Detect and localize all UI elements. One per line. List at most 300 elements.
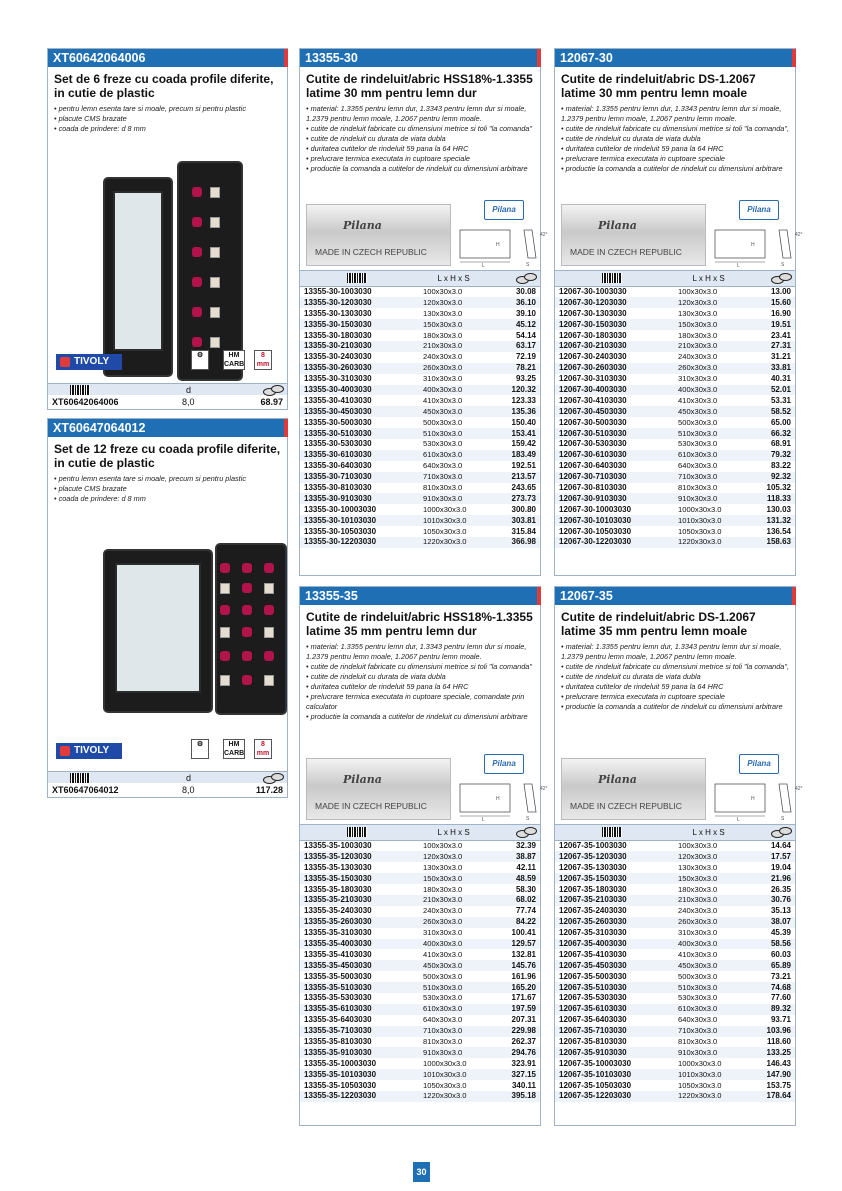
article-code: 13355-30-4003030 xyxy=(300,385,413,396)
dimensions: 500x30x3.0 xyxy=(678,971,718,981)
product-code: 12067-30 xyxy=(555,49,795,67)
dimensions: 120x30x3.0 xyxy=(668,297,749,308)
price: 146.43 xyxy=(766,1058,791,1068)
dimensions: 180x30x3.0 xyxy=(423,884,463,894)
price: 77.74 xyxy=(515,906,536,916)
price-icon xyxy=(263,385,283,394)
dimensions: 400x30x3.0 xyxy=(668,939,749,950)
bullet-item: • cutite de rindeluit cu durata de viata dubla xyxy=(306,672,534,682)
article-code: 12067-35-1303030 xyxy=(559,862,627,872)
dimensions: 450x30x3.0 xyxy=(413,960,494,971)
table-row xyxy=(300,949,540,960)
dimensions: 610x30x3.0 xyxy=(413,1004,494,1015)
dimensions: 180x30x3.0 xyxy=(423,330,463,340)
table-row xyxy=(555,385,795,396)
tivoly-logo: TIVOLY xyxy=(56,354,122,370)
table-row xyxy=(555,960,795,971)
knife-image xyxy=(306,754,548,824)
article-code: 13355-30-2403030 xyxy=(304,352,372,362)
price: 395.18 xyxy=(494,1091,540,1102)
dimensions: 180x30x3.0 xyxy=(678,330,718,340)
price: 153.75 xyxy=(766,1080,791,1090)
set12-bits xyxy=(220,559,284,709)
dimensions: 180x30x3.0 xyxy=(678,884,718,894)
dimensions: 130x30x3.0 xyxy=(678,308,718,318)
article-code: 12067-35-2603030 xyxy=(555,917,668,928)
table-row xyxy=(555,928,795,939)
bullet-item: • productie la comanda a cutitelor de rindeluit cu dimensiuni arbitrare xyxy=(561,702,789,712)
price: 100.41 xyxy=(511,928,536,938)
price: 35.13 xyxy=(770,906,791,916)
set6-code: XT60642064006 xyxy=(48,49,287,67)
svg-text:L: L xyxy=(737,263,740,268)
dimensions: 210x30x3.0 xyxy=(668,895,749,906)
shank-icon: ⚙ xyxy=(191,739,209,759)
dimensions: 120x30x3.0 xyxy=(413,851,494,862)
table-row xyxy=(555,287,795,298)
article-code: 13355-30-3103030 xyxy=(304,374,372,384)
article-code: 13355-35-4003030 xyxy=(300,939,413,950)
article-code: 12067-35-9103030 xyxy=(555,1047,668,1058)
article-code: 13355-35-12203030 xyxy=(300,1091,413,1102)
article-code: 13355-35-2403030 xyxy=(304,906,372,916)
article-code: 13355-35-10503030 xyxy=(304,1080,377,1090)
article-code: 12067-30-1003030 xyxy=(559,287,627,297)
table-row xyxy=(555,1015,795,1026)
product-bullets xyxy=(300,640,540,748)
dimensions: 120x30x3.0 xyxy=(413,297,494,308)
article-code: 12067-35-4003030 xyxy=(555,939,668,950)
article-code: 12067-35-1503030 xyxy=(555,873,668,884)
price: 19.04 xyxy=(770,862,791,872)
dimensions: 210x30x3.0 xyxy=(413,895,494,906)
tivoly-logo: TIVOLY xyxy=(56,743,122,759)
dimensions: 640x30x3.0 xyxy=(678,461,718,471)
article-code: 12067-35-4503030 xyxy=(555,960,668,971)
table-row xyxy=(555,428,795,439)
price: 38.07 xyxy=(749,917,795,928)
hm-carb-icon: HM CARB xyxy=(224,352,245,368)
dimensions: 130x30x3.0 xyxy=(423,862,463,872)
dimensions: 100x30x3.0 xyxy=(423,287,463,297)
dimensions: 150x30x3.0 xyxy=(668,873,749,884)
table-row xyxy=(300,439,540,450)
dimensions-header: L x H x S xyxy=(413,271,494,287)
dimensions: 1050x30x3.0 xyxy=(423,526,467,536)
article-code: 13355-30-6103030 xyxy=(300,450,413,461)
knife-drawing xyxy=(458,224,550,268)
table-row xyxy=(555,330,795,341)
price: 145.76 xyxy=(494,960,540,971)
bullet-item: • material: 1.3355 pentru lemn dur, 1.3343 pentru lemn dur si moale, 1.2379 pentru lemn moale, 1.2067 pentru lemn moale. xyxy=(561,642,789,662)
bullet-item: • pentru lemn esenta tare si moale, precum si pentru plastic xyxy=(54,474,281,484)
table-row xyxy=(300,352,540,363)
bullet-item: • placute CMS brazate xyxy=(54,114,281,124)
table-row xyxy=(555,341,795,352)
bullet-item: • duritatea cutitelor de rindeluit 59 pana la 64 HRC xyxy=(561,144,789,154)
planer-knife-photo: Pilana MADE IN CZECH REPUBLIC xyxy=(306,204,451,266)
dimensions: 310x30x3.0 xyxy=(423,928,463,938)
article-code: 13355-35-10103030 xyxy=(300,1069,413,1080)
article-code: 13355-35-4103030 xyxy=(304,949,372,959)
article-code: 13355-35-1203030 xyxy=(300,851,413,862)
table-row xyxy=(555,982,795,993)
price: 16.90 xyxy=(770,308,791,318)
table-row xyxy=(300,515,540,526)
table-row xyxy=(300,287,540,298)
article-code: 12067-35-5003030 xyxy=(559,971,627,981)
price: 58.56 xyxy=(749,939,795,950)
dimensions: 240x30x3.0 xyxy=(678,352,718,362)
article-code: 12067-35-2103030 xyxy=(555,895,668,906)
table-row xyxy=(555,1080,795,1091)
price: 161.96 xyxy=(511,971,536,981)
article-code: 12067-35-10503030 xyxy=(559,1080,632,1090)
table-row xyxy=(555,841,795,852)
dimensions: 450x30x3.0 xyxy=(413,406,494,417)
article-code: 13355-35-2603030 xyxy=(300,917,413,928)
price: 15.60 xyxy=(749,297,795,308)
table-row xyxy=(300,428,540,439)
article-code: 12067-35-10103030 xyxy=(555,1069,668,1080)
article-code: 13355-30-2103030 xyxy=(300,341,413,352)
knife-image xyxy=(561,200,803,270)
price: 54.14 xyxy=(515,330,536,340)
svg-text:H: H xyxy=(751,796,755,802)
table-row xyxy=(555,395,795,406)
table-row xyxy=(555,406,795,417)
table-row xyxy=(300,341,540,352)
bullet-item: • cutite de rindeluit fabricate cu dimensiuni metrice si toli "la comanda" xyxy=(306,124,534,134)
table-row xyxy=(300,330,540,341)
dimensions: 400x30x3.0 xyxy=(668,385,749,396)
table-row xyxy=(300,385,540,396)
bullet-item: • duritatea cutitelor de rindeluit 59 pana la 64 HRC xyxy=(561,682,789,692)
bullet-item: • productie la comanda a cutitelor de rindeluit cu dimensiuni arbitrare xyxy=(306,712,534,722)
price: 153.41 xyxy=(494,428,540,439)
bullet-item: • cutite de rindeluit cu durata de viata dubla xyxy=(306,134,534,144)
set12-header-row xyxy=(48,771,287,783)
dimensions: 500x30x3.0 xyxy=(423,417,463,427)
table-row xyxy=(555,417,795,428)
price-icon xyxy=(516,273,536,282)
table-row xyxy=(300,483,540,494)
article-code: 12067-35-5303030 xyxy=(559,993,627,1003)
dimensions: 910x30x3.0 xyxy=(668,493,749,504)
diameter-icon: 8 mm xyxy=(254,739,272,759)
price: 192.51 xyxy=(511,461,536,471)
knife-drawing xyxy=(713,778,805,822)
price: 229.98 xyxy=(494,1026,540,1037)
price: 83.22 xyxy=(770,461,791,471)
price: 136.54 xyxy=(766,526,791,536)
table-row xyxy=(555,352,795,363)
article-code: 12067-30-3103030 xyxy=(559,374,627,384)
dimensions: 130x30x3.0 xyxy=(678,862,718,872)
price-icon xyxy=(516,827,536,836)
price: 213.57 xyxy=(494,472,540,483)
price: 315.84 xyxy=(511,526,536,536)
knife-image xyxy=(306,200,548,270)
barcode-icon xyxy=(602,273,622,283)
bullet-item: • prelucrare termica executata in cuptoare speciale xyxy=(561,692,789,702)
dimensions: 530x30x3.0 xyxy=(423,439,463,449)
pilana-logo: Pilana xyxy=(484,200,524,220)
table-row xyxy=(300,960,540,971)
table-row xyxy=(555,1037,795,1048)
article-code: 13355-30-10103030 xyxy=(300,515,413,526)
table-row xyxy=(555,917,795,928)
table-row xyxy=(300,461,540,472)
dimensions: 240x30x3.0 xyxy=(678,906,718,916)
price-icon xyxy=(263,773,283,782)
col-d: d xyxy=(186,772,192,783)
bullet-item: • cutite de rindeluit cu durata de viata dubla xyxy=(561,672,789,682)
table-row xyxy=(300,472,540,483)
dimensions: 260x30x3.0 xyxy=(413,363,494,374)
article-code: 13355-30-7103030 xyxy=(300,472,413,483)
dimensions: 1220x30x3.0 xyxy=(413,1091,494,1102)
article-code: 13355-35-4503030 xyxy=(300,960,413,971)
price: 36.10 xyxy=(494,297,540,308)
article-code: 12067-30-2103030 xyxy=(555,341,668,352)
price: 197.59 xyxy=(494,1004,540,1015)
set12-row: XT60647064012 8,0 117.28 xyxy=(52,785,283,795)
table-row xyxy=(555,1004,795,1015)
price: 58.30 xyxy=(515,884,536,894)
article-code: 12067-35-10003030 xyxy=(559,1058,632,1068)
article-code: 12067-30-10003030 xyxy=(559,504,632,514)
price: 135.36 xyxy=(494,406,540,417)
dimensions: 260x30x3.0 xyxy=(413,917,494,928)
price: 303.81 xyxy=(494,515,540,526)
table-row xyxy=(300,1015,540,1026)
price: 118.60 xyxy=(766,1036,791,1046)
svg-text:42°: 42° xyxy=(795,786,803,792)
bullet-item: • coada de prindere: d 8 mm xyxy=(54,124,281,134)
bullet-item: • prelucrare termica executata in cuptoare speciale, comandate prin calculator xyxy=(306,692,534,712)
table-row xyxy=(555,1047,795,1058)
price: 93.25 xyxy=(515,374,536,384)
dimensions: 530x30x3.0 xyxy=(678,993,718,1003)
table-row xyxy=(555,939,795,950)
svg-text:42°: 42° xyxy=(540,786,548,792)
svg-text:H: H xyxy=(751,242,755,248)
article-code: 12067-35-1203030 xyxy=(555,851,668,862)
price: 131.32 xyxy=(749,515,795,526)
price: 93.71 xyxy=(770,1015,791,1025)
barcode-header xyxy=(555,271,668,287)
bullet-item: • productie la comanda a cutitelor de rindeluit cu dimensiuni arbitrare xyxy=(306,164,534,174)
price: 32.39 xyxy=(515,841,536,851)
article-code: 12067-30-6103030 xyxy=(555,450,668,461)
price-table xyxy=(555,824,795,1102)
dimensions: 610x30x3.0 xyxy=(668,1004,749,1015)
dimensions: 530x30x3.0 xyxy=(423,993,463,1003)
price: 158.63 xyxy=(749,537,795,548)
dimensions: 240x30x3.0 xyxy=(423,906,463,916)
article-code: 12067-30-4003030 xyxy=(555,385,668,396)
bullet-item: • productie la comanda a cutitelor de rindeluit cu dimensiuni arbitrare xyxy=(561,164,789,174)
article-code: 12067-30-5303030 xyxy=(559,439,627,449)
price: 120.32 xyxy=(494,385,540,396)
dimensions: 100x30x3.0 xyxy=(678,841,718,851)
article-code: 13355-35-1003030 xyxy=(304,841,372,851)
article-code: 13355-35-2103030 xyxy=(300,895,413,906)
dimensions: 1000x30x3.0 xyxy=(423,1058,467,1068)
barcode-header xyxy=(300,825,413,841)
price: 183.49 xyxy=(494,450,540,461)
dimensions: 260x30x3.0 xyxy=(668,363,749,374)
barcode-icon xyxy=(70,385,90,395)
article-code: 13355-30-2603030 xyxy=(300,363,413,374)
dimensions: 510x30x3.0 xyxy=(413,982,494,993)
price: 60.03 xyxy=(770,949,791,959)
article-code: 13355-30-4103030 xyxy=(304,395,372,405)
dimensions: 500x30x3.0 xyxy=(423,971,463,981)
price: 366.98 xyxy=(494,537,540,548)
table-row xyxy=(555,895,795,906)
knife-drawing xyxy=(713,224,805,268)
planer-knife-photo: Pilana MADE IN CZECH REPUBLIC xyxy=(306,758,451,820)
col-d: d xyxy=(186,384,192,395)
price: 323.91 xyxy=(511,1058,536,1068)
table-row xyxy=(300,319,540,330)
table-row xyxy=(555,1069,795,1080)
barcode-header xyxy=(300,271,413,287)
table-row xyxy=(555,862,795,873)
dimensions: 500x30x3.0 xyxy=(678,417,718,427)
price: 300.80 xyxy=(511,504,536,514)
table-row xyxy=(555,450,795,461)
product-code: 12067-35 xyxy=(555,587,795,605)
article-code: 12067-30-6403030 xyxy=(559,461,627,471)
svg-text:L: L xyxy=(482,263,485,268)
price: 327.15 xyxy=(494,1069,540,1080)
dimensions: 1000x30x3.0 xyxy=(678,504,722,514)
set6-title: Set de 6 freze cu coada profile diferite, in cutie de plastic xyxy=(54,72,274,100)
article-code: 13355-35-9103030 xyxy=(300,1047,413,1058)
svg-text:H: H xyxy=(496,796,500,802)
price: 79.32 xyxy=(749,450,795,461)
article-code: 12067-35-4103030 xyxy=(559,949,627,959)
price: 14.64 xyxy=(770,841,791,851)
svg-text:42°: 42° xyxy=(795,232,803,238)
dimensions: 510x30x3.0 xyxy=(413,428,494,439)
table-row xyxy=(555,483,795,494)
table-row xyxy=(555,526,795,537)
price: 165.20 xyxy=(494,982,540,993)
table-row xyxy=(555,1091,795,1102)
dimensions: 810x30x3.0 xyxy=(423,482,463,492)
price: 63.17 xyxy=(494,341,540,352)
article-code: 13355-35-10003030 xyxy=(304,1058,377,1068)
dimensions: 710x30x3.0 xyxy=(413,472,494,483)
article-code: 12067-30-2603030 xyxy=(555,363,668,374)
pilana-logo: Pilana xyxy=(739,754,779,774)
dimensions: 410x30x3.0 xyxy=(423,395,463,405)
table-row xyxy=(555,363,795,374)
set6-row: XT60642064006 8,0 68.97 xyxy=(52,397,283,407)
article-code: 12067-30-9103030 xyxy=(555,493,668,504)
price: 84.22 xyxy=(494,917,540,928)
page-number: 30 xyxy=(413,1162,430,1182)
article-code: 13355-30-6403030 xyxy=(304,461,372,471)
article-code: 12067-30-1303030 xyxy=(559,308,627,318)
dimensions: 400x30x3.0 xyxy=(413,939,494,950)
product-bullets xyxy=(555,640,795,748)
dimensions: 130x30x3.0 xyxy=(423,308,463,318)
table-row xyxy=(300,895,540,906)
price: 133.25 xyxy=(749,1047,795,1058)
price-table xyxy=(300,270,540,548)
dimensions: 640x30x3.0 xyxy=(423,461,463,471)
set12-bullets xyxy=(48,472,287,504)
price: 129.57 xyxy=(494,939,540,950)
article-code: 13355-30-12203030 xyxy=(300,537,413,548)
price: 53.31 xyxy=(770,395,791,405)
table-row xyxy=(300,928,540,939)
svg-text:L: L xyxy=(737,817,740,822)
dimensions: 210x30x3.0 xyxy=(668,341,749,352)
price: 130.03 xyxy=(766,504,791,514)
svg-text:L: L xyxy=(482,817,485,822)
price: 65.00 xyxy=(770,417,791,427)
dimensions: 1220x30x3.0 xyxy=(668,537,749,548)
price: 74.68 xyxy=(749,982,795,993)
bullet-item: • material: 1.3355 pentru lemn dur, 1.3343 pentru lemn dur si moale, 1.2379 pentru lemn moale, 1.2067 pentru lemn moale. xyxy=(561,104,789,124)
table-row xyxy=(300,1058,540,1069)
dimensions: 310x30x3.0 xyxy=(423,374,463,384)
article-code: 12067-30-10503030 xyxy=(559,526,632,536)
table-row xyxy=(555,949,795,960)
dimensions: 710x30x3.0 xyxy=(668,472,749,483)
dimensions: 120x30x3.0 xyxy=(668,851,749,862)
article-code: 13355-35-1303030 xyxy=(304,862,372,872)
table-row xyxy=(300,873,540,884)
article-code: 13355-30-1503030 xyxy=(300,319,413,330)
dimensions: 640x30x3.0 xyxy=(423,1015,463,1025)
table-row xyxy=(300,1004,540,1015)
price: 33.81 xyxy=(749,363,795,374)
product-bullets xyxy=(300,102,540,194)
dimensions: 810x30x3.0 xyxy=(678,1036,718,1046)
table-row xyxy=(555,439,795,450)
dimensions: 910x30x3.0 xyxy=(413,1047,494,1058)
set6-card xyxy=(47,48,288,410)
price: 105.32 xyxy=(766,482,791,492)
dimensions: 450x30x3.0 xyxy=(668,960,749,971)
dimensions: 1010x30x3.0 xyxy=(668,1069,749,1080)
article-code: 13355-30-5003030 xyxy=(304,417,372,427)
article-code: 13355-30-4503030 xyxy=(300,406,413,417)
article-code: 13355-30-9103030 xyxy=(300,493,413,504)
dimensions: 1010x30x3.0 xyxy=(413,515,494,526)
dimensions: 810x30x3.0 xyxy=(678,482,718,492)
article-code: 12067-35-1803030 xyxy=(559,884,627,894)
article-code: 12067-35-12203030 xyxy=(555,1091,668,1102)
set6-bullets xyxy=(48,102,287,134)
table-row xyxy=(555,493,795,504)
bullet-item: • duritatea cutitelor de rindeluit 59 pana la 64 HRC xyxy=(306,144,534,154)
table-row xyxy=(555,472,795,483)
table-row xyxy=(300,395,540,406)
article-code: 12067-30-8103030 xyxy=(559,482,627,492)
dimensions: 1220x30x3.0 xyxy=(668,1091,749,1102)
svg-text:S: S xyxy=(526,816,530,822)
article-code: 12067-30-1203030 xyxy=(555,297,668,308)
price-header xyxy=(494,271,540,287)
